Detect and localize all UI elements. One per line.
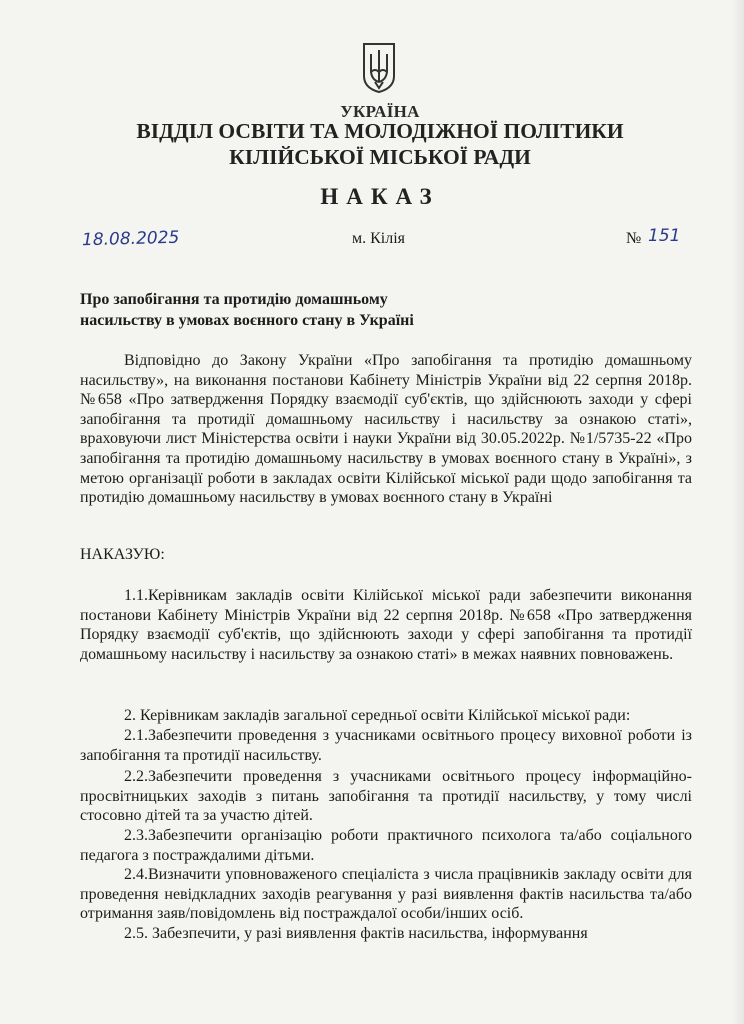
order-number-label: №	[626, 230, 642, 247]
item-2-3: 2.3.Забезпечити організацію роботи практичного психолога та/або соціального педагога з постраждалими дітьми.	[80, 827, 692, 864]
item-2-1: 2.1.Забезпечити проведення з учасниками освітнього процесу виховної роботи із запобігання та протидії насильству.	[80, 727, 692, 764]
subject-line-1: Про запобігання та протидію домашньому	[80, 291, 388, 308]
order-date: 18.08.2025	[81, 227, 180, 251]
city-label: м. Кілія	[352, 230, 406, 247]
department-line-2: КІЛІЙСЬКОЇ МІСЬКОЇ РАДИ	[229, 145, 531, 169]
country-heading: УКРАЇНА	[340, 102, 420, 121]
item-2-2: 2.2.Забезпечити проведення з учасниками освітнього процесу інформаційно-просвітницьких заходів з питань запобігання та протидії насильству, у тому числі стосовно дітей та за участю дітей.	[80, 768, 692, 825]
order-number: 151	[648, 226, 681, 246]
department-heading	[0, 118, 744, 170]
item-2-5: 2.5. Забезпечити, у разі виявлення фактів насильства, інформування	[124, 925, 588, 942]
subject-line-2: насильству в умовах воєнного стану в Україні	[80, 312, 414, 329]
item-1-1: 1.1.Керівникам закладів освіти Кілійської міської ради забезпечити виконання постанови Кабінету Міністрів України від 22 серпня 2018р. №658 «Про затвердження Порядку взаємодії суб'єктів, що здійснюють заходи у сфері запобігання та протидії домашньому насильству і насильству за ознакою статі» в межах наявних повноважень.	[80, 587, 692, 663]
order-title: НАКАЗ	[320, 184, 440, 209]
item-2-4: 2.4.Визначити уповноваженого спеціаліста з числа працівників закладу освіти для проведення невідкладних заходів реагування у разі виявлення фактів насильства та/або отримання заяв/повідомлень від постраждалої особи/інших осіб.	[80, 866, 692, 923]
item-2: 2. Керівникам закладів загальної середньої освіти Кілійської міської ради:	[124, 707, 631, 724]
preamble-paragraph: Відповідно до Закону України «Про запобігання та протидію домашньому насильству», на виконання постанови Кабінету Міністрів України від 22 серпня 2018р. №658 «Про затвердження Порядку взаємодії суб'єктів, що здійснюють заходи у сфері запобігання та протидії домашньому насильству і насильству за ознакою статі», враховуючи лист Міністерства освіти і науки України від 30.05.2022р. №1/5735-22 «Про запобігання та протидію домашньому насильству в умовах воєнного стану в Україні», з метою організації роботи в закладах освіти Кілійської міської ради щодо запобігання та протидію домашньому насильству в умовах воєнного стану в Україні	[80, 352, 692, 507]
order-subject	[80, 289, 500, 331]
department-line-1: ВІДДІЛ ОСВІТИ ТА МОЛОДІЖНОЇ ПОЛІТИКИ	[136, 119, 624, 143]
trident-coat-of-arms-icon	[362, 42, 396, 94]
order-word: НАКАЗУЮ:	[80, 546, 165, 563]
